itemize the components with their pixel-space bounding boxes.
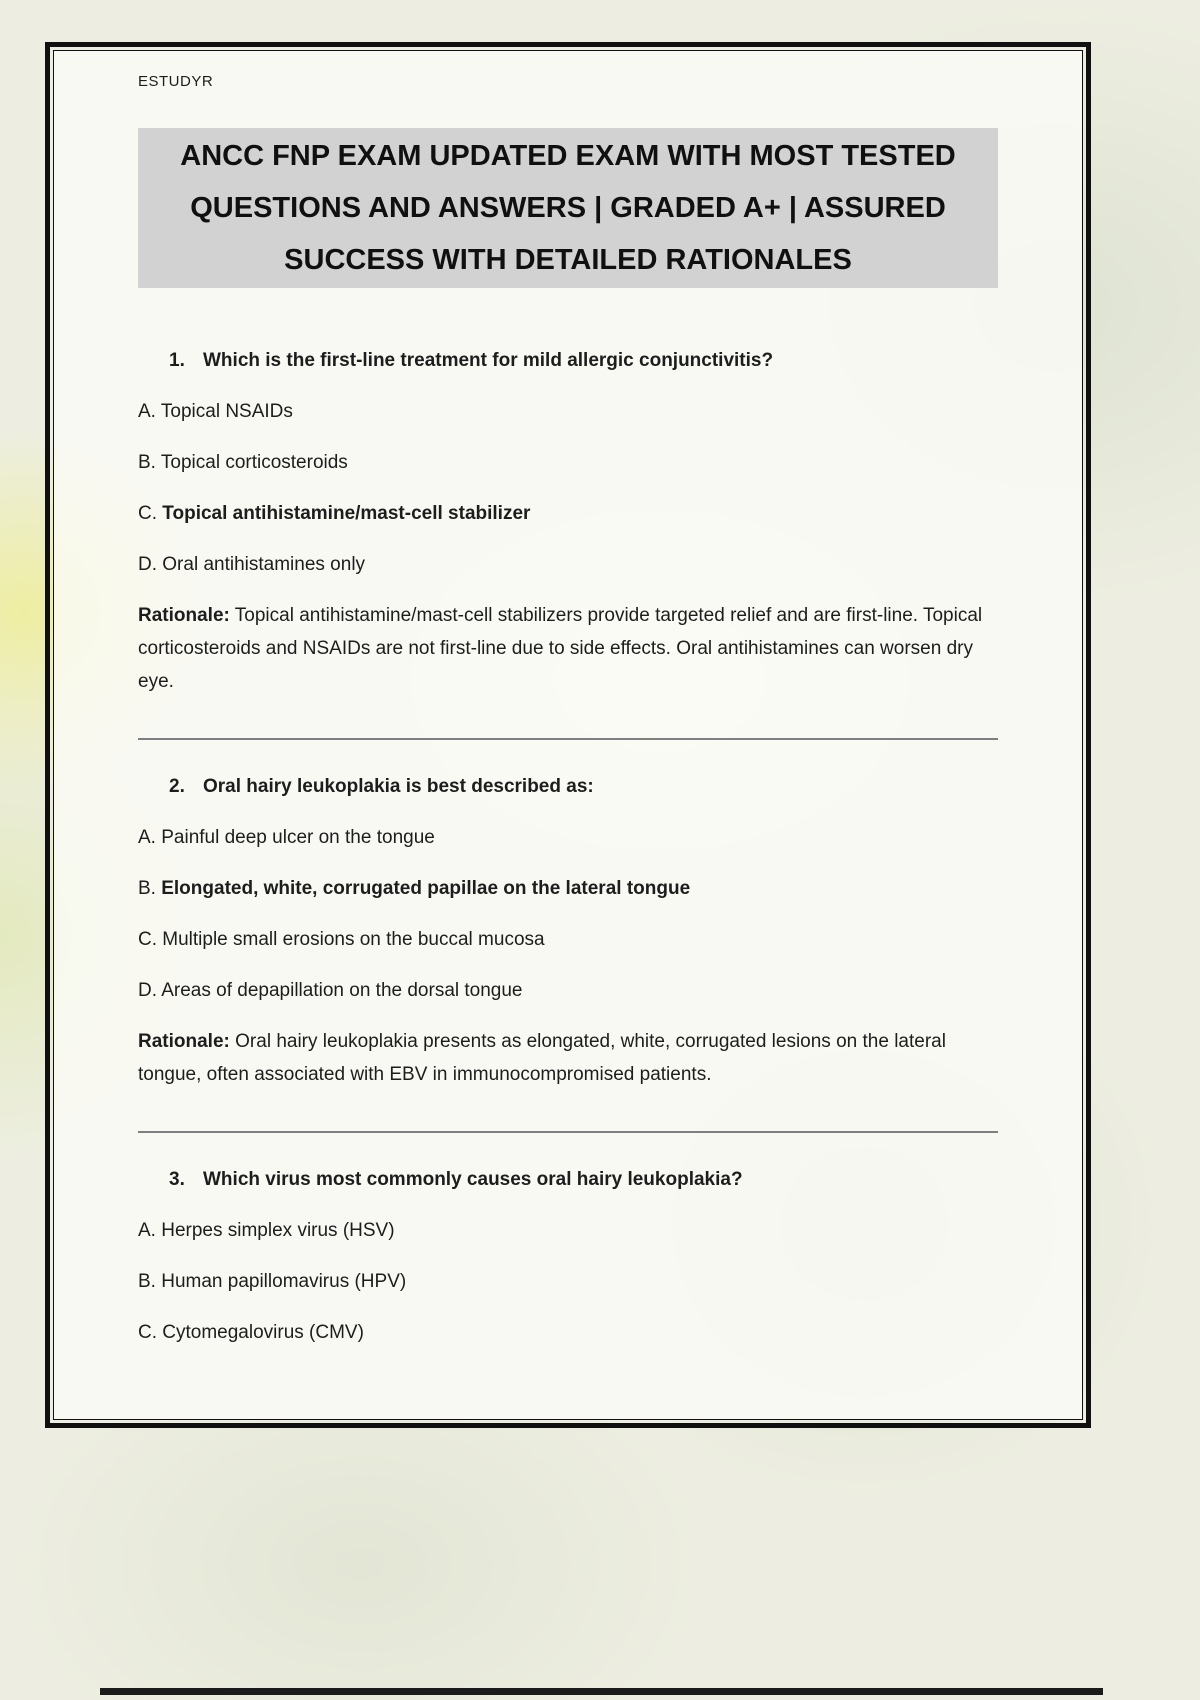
option-text: Elongated, white, corrugated papillae on the lateral tongue [161, 878, 691, 899]
question-block-1 [138, 344, 998, 698]
page-content [54, 51, 1082, 1397]
question-block-2 [138, 770, 998, 1091]
document-title: ANCC FNP EXAM UPDATED EXAM WITH MOST TESTED QUESTIONS AND ANSWERS | GRADED A+ | ASSURED SUCCESS WITH DETAILED RATIONALES [138, 128, 998, 288]
option-line [138, 923, 998, 956]
rationale [138, 599, 998, 698]
rationale-text: Oral hairy leukoplakia presents as elongated, white, corrugated lesions on the lateral tongue, often associated with EBV in immunocompromised patients. [138, 1031, 946, 1085]
watermark: ESTUDYR [138, 73, 214, 90]
option-line [138, 1316, 998, 1349]
question-text [138, 344, 998, 377]
option-text: Painful deep ulcer on the tongue [161, 827, 435, 848]
section-divider [138, 1131, 998, 1133]
question-text [138, 1163, 998, 1196]
rationale [138, 1025, 998, 1091]
question-text [138, 770, 998, 803]
question-number: 3. [169, 1169, 185, 1190]
option-line [138, 1214, 998, 1247]
option-label: B. [138, 878, 156, 899]
option-label: B. [138, 1271, 156, 1292]
option-line [138, 548, 998, 581]
option-line [138, 821, 998, 854]
option-text: Cytomegalovirus (CMV) [162, 1322, 364, 1343]
rationale-text: Topical antihistamine/mast-cell stabilizers provide targeted relief and are first-line. Topical corticosteroids and NSAIDs are not first-line due to side effects. Oral antihistamines can worsen dry eye. [138, 605, 983, 692]
question-title: Which virus most commonly causes oral hairy leukoplakia? [203, 1169, 743, 1190]
option-label: C. [138, 929, 157, 950]
option-line [138, 974, 998, 1007]
option-label: C. [138, 503, 157, 524]
option-text: Oral antihistamines only [162, 554, 366, 575]
page-frame [45, 42, 1091, 1428]
option-label: C. [138, 1322, 157, 1343]
option-label: A. [138, 401, 156, 422]
option-label: A. [138, 1220, 156, 1241]
section-divider [138, 738, 998, 740]
option-text: Topical antihistamine/mast-cell stabilizer [162, 503, 531, 524]
question-title: Oral hairy leukoplakia is best described as: [203, 776, 594, 797]
option-line-correct [138, 497, 998, 530]
option-text: Topical corticosteroids [160, 452, 348, 473]
question-block-3 [138, 1163, 998, 1349]
rationale-label: Rationale: [138, 1031, 230, 1052]
option-text: Topical NSAIDs [160, 401, 293, 422]
rationale-label: Rationale: [138, 605, 230, 626]
next-page-top-border [100, 1688, 1103, 1695]
option-line-correct [138, 872, 998, 905]
option-label: B. [138, 452, 156, 473]
option-label: D. [138, 554, 157, 575]
question-number: 1. [169, 350, 185, 371]
option-text: Herpes simplex virus (HSV) [161, 1220, 395, 1241]
option-label: A. [138, 827, 156, 848]
option-text: Human papillomavirus (HPV) [161, 1271, 407, 1292]
option-label: D. [138, 980, 157, 1001]
option-line [138, 1265, 998, 1298]
option-line [138, 395, 998, 428]
page-frame-inner [53, 50, 1083, 1420]
option-text: Multiple small erosions on the buccal mucosa [162, 929, 545, 950]
question-title: Which is the first-line treatment for mild allergic conjunctivitis? [203, 350, 774, 371]
question-number: 2. [169, 776, 185, 797]
option-line [138, 446, 998, 479]
option-text: Areas of depapillation on the dorsal tongue [161, 980, 523, 1001]
